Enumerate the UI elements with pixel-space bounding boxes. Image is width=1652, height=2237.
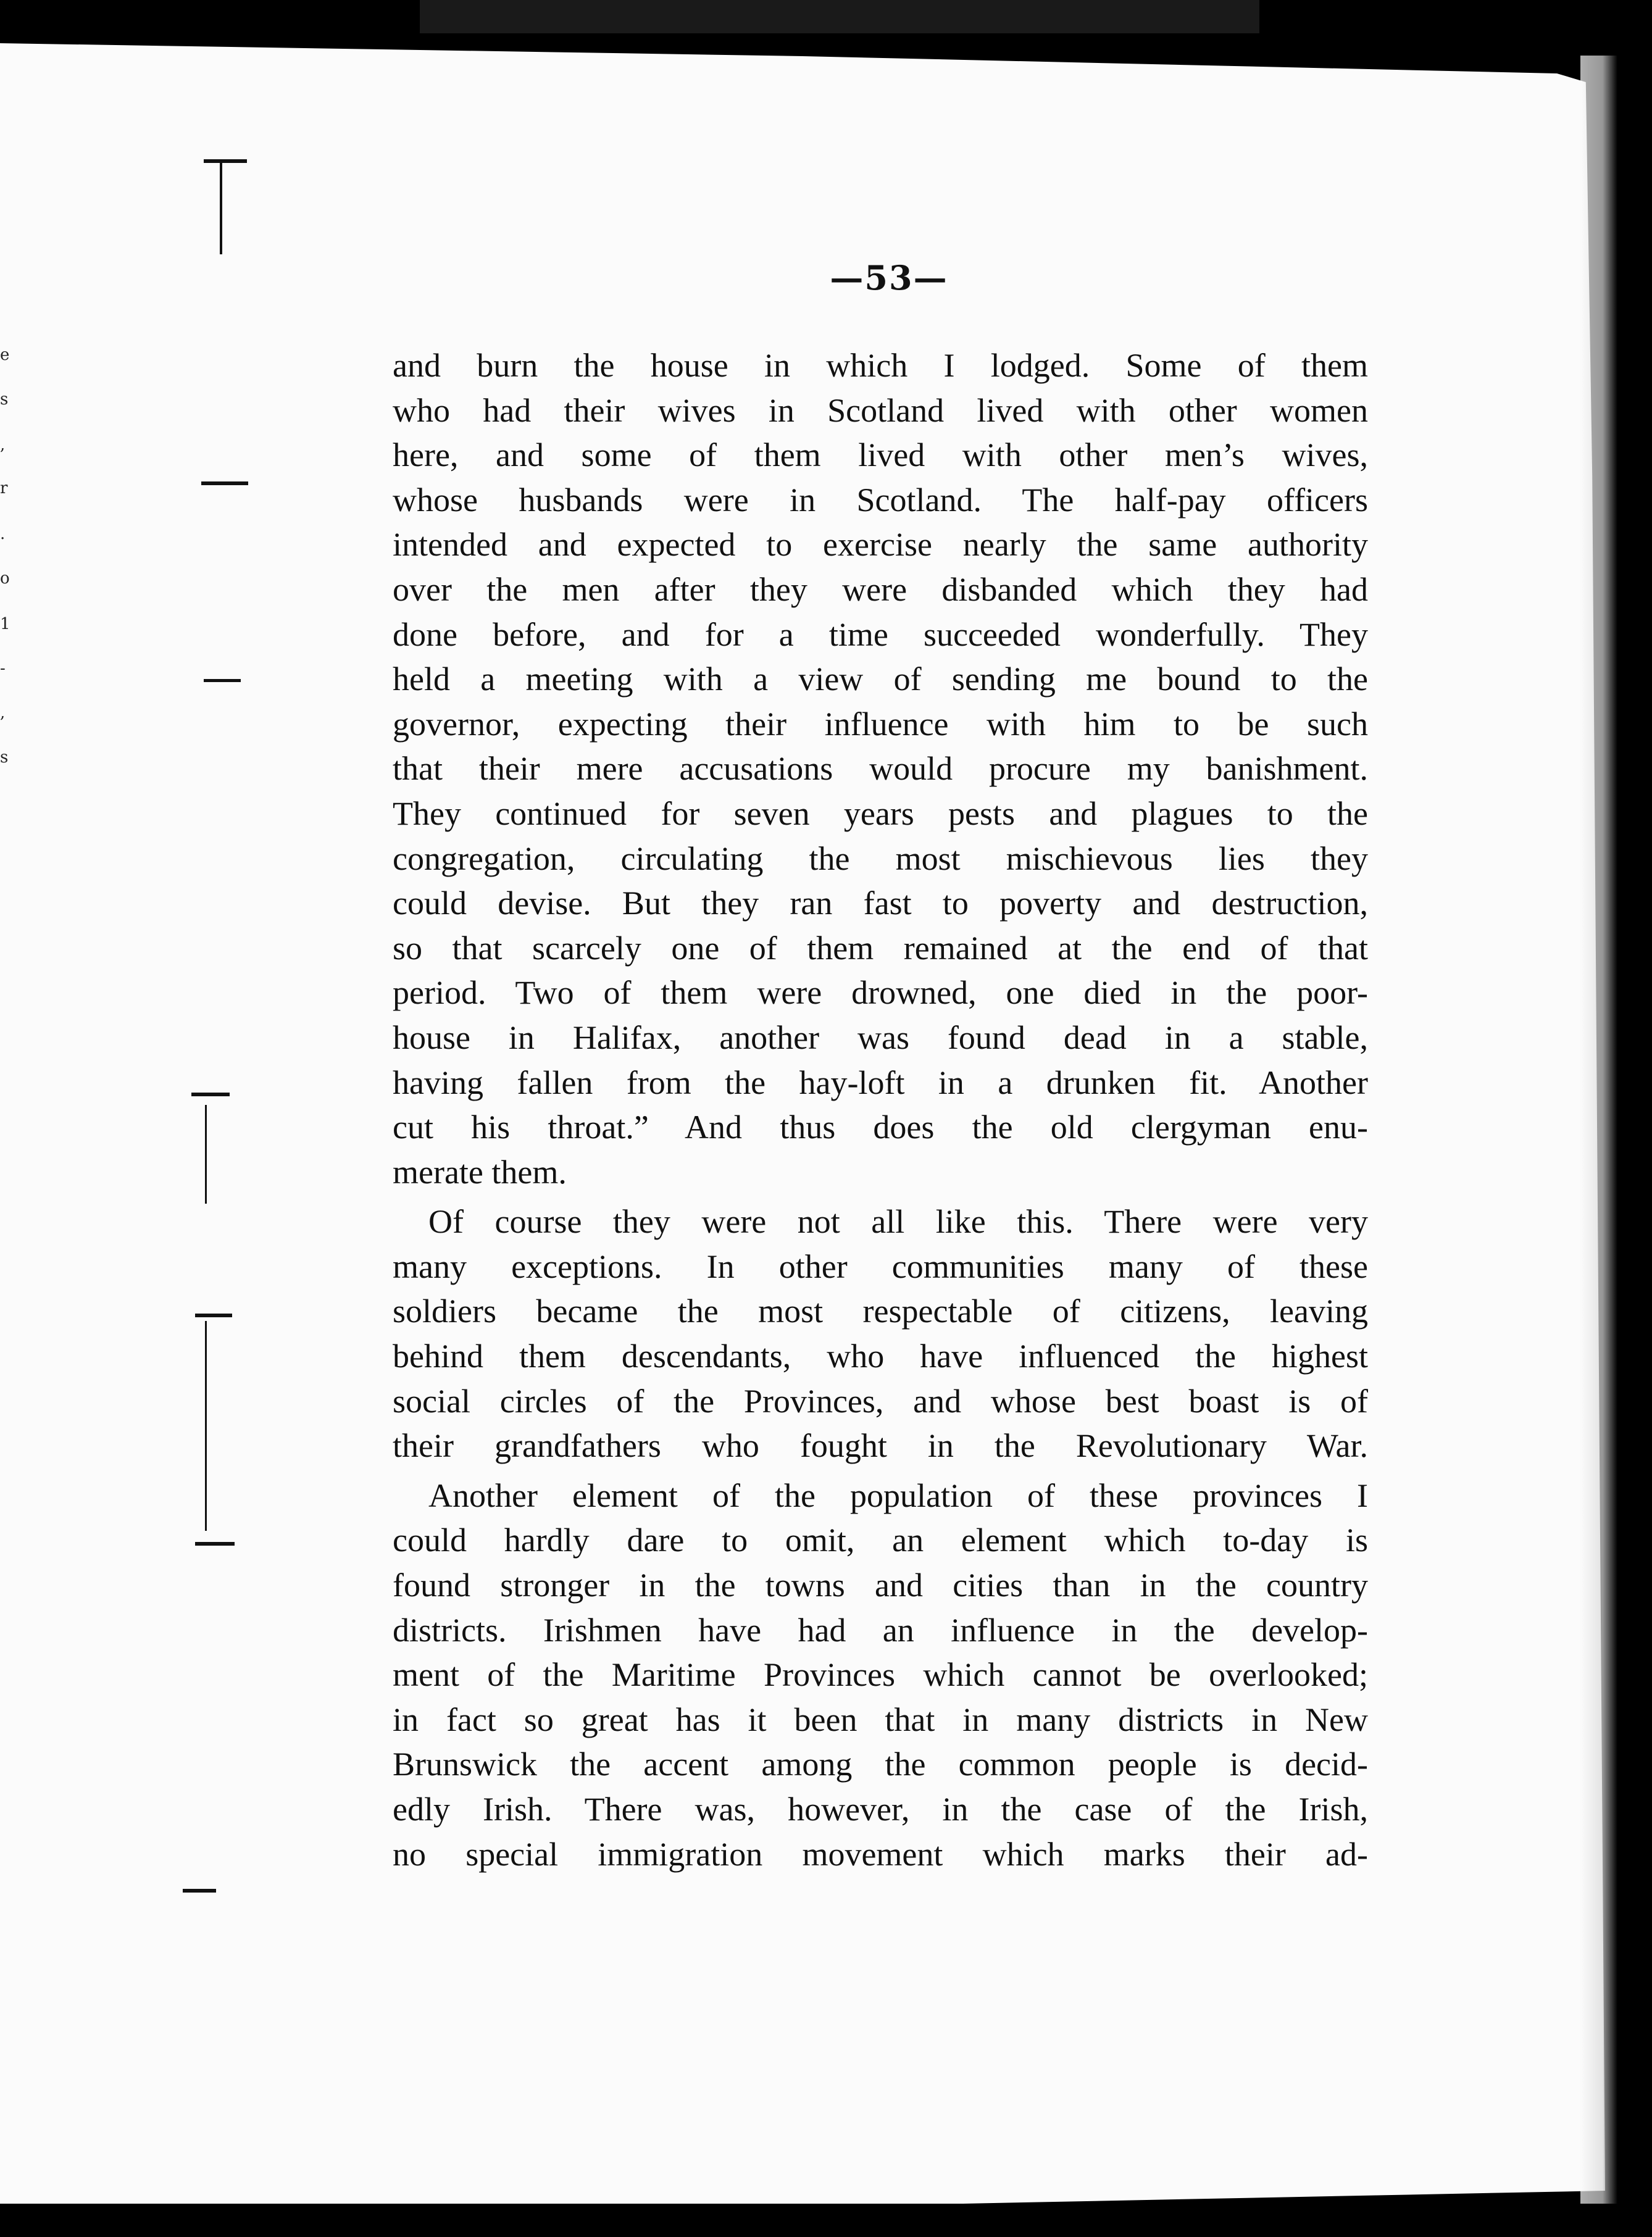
text-line: here, and some of them lived with other men’s wives, [393, 436, 1368, 474]
text-line: whose husbands were in Scotland. The half-pay officers [393, 481, 1368, 519]
spine-mark [204, 679, 241, 682]
text-line: no special immigration movement which marks their ad- [393, 1835, 1368, 1873]
margin-fragment: r [0, 479, 8, 498]
margin-fragment: , [0, 436, 6, 454]
text-line: Brunswick the accent among the common people is decid- [393, 1746, 1368, 1783]
text-line: cut his throat.” And thus does the old clergyman enu- [393, 1109, 1368, 1146]
text-line: having fallen from the hay-loft in a drunken fit. Another [393, 1064, 1368, 1101]
text-line: districts. Irishmen have had an influence in the develop- [393, 1611, 1368, 1649]
text-line: soldiers became the most respectable of citizens, leaving [393, 1293, 1368, 1330]
film-edge-top [420, 0, 1259, 33]
spine-mark [201, 481, 248, 485]
text-line: in fact so great has it been that in many districts in New [393, 1701, 1368, 1738]
text-line: so that scarcely one of them remained at the end of that [393, 929, 1368, 967]
text-line: their grandfathers who fought in the Revolutionary War. [393, 1427, 1368, 1465]
text-line: could hardly dare to omit, an element which to-day is [393, 1522, 1368, 1559]
text-line: done before, and for a time succeeded wonderfully. They [393, 615, 1368, 653]
text-line: Of course they were not all like this. There were very [428, 1203, 1368, 1241]
text-line: social circles of the Provinces, and whose best boast is of [393, 1382, 1368, 1420]
margin-fragment: - [0, 659, 6, 678]
text-line: They continued for seven years pests and plagues to the [393, 794, 1368, 832]
spine-mark [183, 1889, 216, 1893]
text-line: found stronger in the towns and cities than in the country [393, 1567, 1368, 1604]
page-edge-shadow [1580, 56, 1617, 2204]
margin-fragment: 1 [0, 615, 10, 633]
spine-mark [195, 1542, 235, 1546]
text-line: intended and expected to exercise nearly the same authority [393, 526, 1368, 564]
text-line: many exceptions. In other communities many of these [393, 1248, 1368, 1285]
margin-fragment: . [0, 525, 6, 543]
text-line: held a meeting with a view of sending me bound to the [393, 660, 1368, 698]
margin-fragment: s [0, 748, 9, 767]
spine-mark [191, 1093, 230, 1096]
text-line: congregation, circulating the most mischievous lies they [393, 839, 1368, 877]
text-line: governor, expecting their influence with him to be such [393, 705, 1368, 743]
text-line: period. Two of them were drowned, one died in the poor- [393, 974, 1368, 1012]
text-line: ment of the Maritime Provinces which cannot be overlooked; [393, 1656, 1368, 1694]
text-line: could devise. But they ran fast to poverty and destruction, [393, 885, 1368, 922]
body-text [393, 343, 1368, 1877]
text-line: who had their wives in Scotland lived with other women [393, 391, 1368, 429]
margin-fragment: e [0, 346, 10, 364]
text-line: house in Halifax, another was found dead in a stable, [393, 1019, 1368, 1056]
margin-fragment: , [0, 704, 6, 722]
spine-mark [205, 1321, 207, 1531]
text-line: Another element of the population of these provinces I [428, 1477, 1368, 1514]
text-line: and burn the house in which I lodged. Some of them [393, 347, 1368, 384]
text-line: edly Irish. There was, however, in the case of the Irish, [393, 1791, 1368, 1828]
text-line: behind them descendants, who have influenced the highest [393, 1338, 1368, 1375]
spine-mark [195, 1314, 232, 1317]
film-edge-left [0, 0, 420, 19]
text-line: over the men after they were disbanded which they had [393, 570, 1368, 608]
margin-fragment: o [0, 569, 10, 588]
spine-mark [220, 162, 222, 254]
text-line: merate them. [393, 1153, 567, 1191]
spine-mark [205, 1105, 207, 1204]
spine-mark [204, 159, 247, 163]
text-line: that their mere accusations would procure my banishment. [393, 750, 1368, 788]
margin-fragment: s [0, 390, 9, 409]
page-number: —53— [830, 258, 948, 298]
